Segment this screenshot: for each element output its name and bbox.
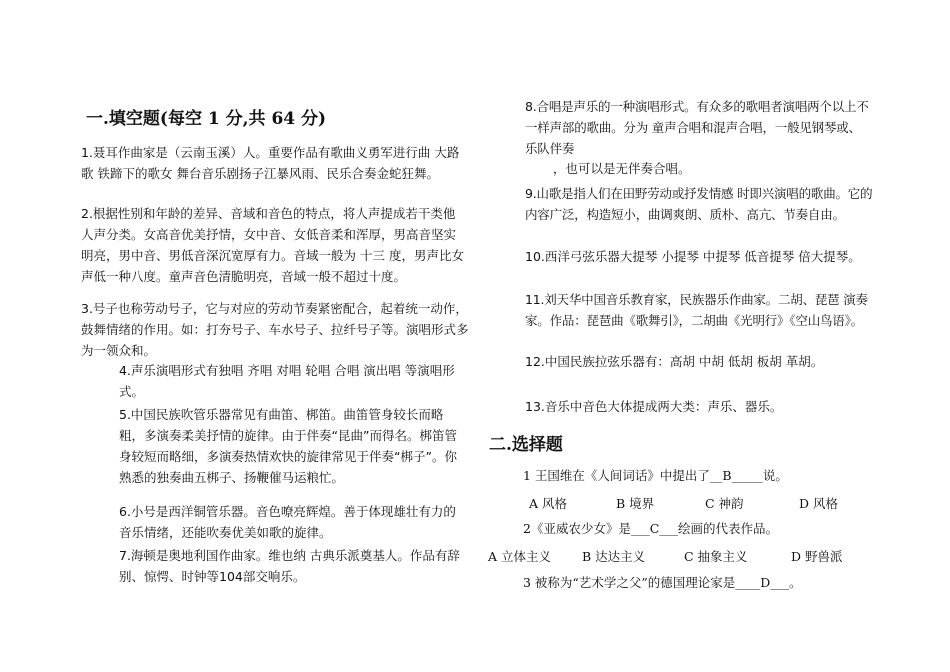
choice-2-option-a: A 立体主义 (488, 549, 552, 564)
question-13: 13.音乐中音色大体提成两大类：声乐、器乐。 (525, 399, 783, 414)
question-2: 2.根据性别和年龄的差异、音域和音色的特点，将人声提成若干类他人声分类。女高音优美抒情，女中音、女低音柔和浑厚，男高音坚实明亮，男中音、男低音深沉宽厚有力。音域一般为 十三 度，男声比女声低一种八度。童声音色清脆明亮，音域一般不超过十度。 (81, 206, 464, 284)
question-8: 8.合唱是声乐的一种演唱形式。有众多的歌唱者演唱两个以上不一样声部的歌曲。分为 童声合唱和混声合唱，一般见钢琴或、乐队伴奏 (525, 99, 869, 156)
section-2-title: 二.选择题 (489, 435, 563, 455)
choice-2-option-c: C 抽象主义 (684, 549, 748, 564)
choice-1-option-d: D 风格 (799, 496, 838, 511)
choice-2-option-b: B 达达主义 (582, 549, 646, 564)
choice-question-1: 1 王国维在《人间词话》中提出了__B_____说。 (523, 468, 788, 483)
choice-1-option-b: B 境界 (616, 496, 655, 511)
choice-question-2: 2《亚威农少女》是___C___绘画的代表作品。 (523, 521, 779, 536)
question-6: 6.小号是西洋铜管乐器。音色嘹亮辉煌。善于体现雄壮有力的音乐情绪，还能吹奏优美如歌的旋律。 (119, 504, 456, 540)
choice-question-3: 3 被称为“艺术学之父”的德国理论家是____D___。 (523, 575, 802, 590)
question-4: 4.声乐演唱形式有独唱 齐唱 对唱 轮唱 合唱 演出唱 等演唱形式。 (119, 363, 455, 399)
choice-1-option-a: A 风格 (529, 496, 568, 511)
question-10: 10.西洋弓弦乐器大提琴 小提琴 中提琴 低音提琴 倍大提琴。 (525, 249, 861, 264)
choice-1-option-c: C 神韵 (705, 496, 744, 511)
question-8-cont: ，也可以是无伴奏合唱。 (553, 161, 691, 176)
question-5: 5.中国民族吹管乐器常见有曲笛、梆笛。曲笛管身较长而略粗，多演奏柔美抒情的旋律。由于伴奏“昆曲”而得名。梆笛管身较短而略细，多演奏热情欢快的旋律常见于伴奏“梆子”。你熟悉的独奏曲五梆子、扬鞭催马运粮忙。 (119, 407, 457, 485)
question-1: 1.聂耳作曲家是（云南玉溪）人。重要作品有歌曲义勇军进行曲 大路歌 铁蹄下的歌女 舞台音乐剧扬子江暴风雨、民乐合奏金蛇狂舞。 (81, 145, 460, 181)
choice-2-option-d: D 野兽派 (791, 549, 843, 564)
question-9: 9.山歌是指人们在田野劳动或抒发情感 时即兴演唱的歌曲。它的内容广泛，构造短小，曲调爽朗、质朴、高亢、节奏自由。 (525, 186, 873, 222)
question-11: 11.刘天华中国音乐教育家，民族器乐作曲家。二胡、琵琶 演奏家。作品：琵琶曲《歌舞引》，二胡曲《光明行》《空山鸟语》。 (525, 292, 868, 328)
question-3: 3.号子也称劳动号子，它与对应的劳动节奏紧密配合，起着统一动作，鼓舞情绪的作用。如：打夯号子、车水号子、拉纤号子等。演唱形式多为一领众和。 (81, 301, 469, 358)
question-7: 7.海顿是奥地利国作曲家。维也纳 古典乐派奠基人。作品有辞别、惊愕、时钟等104部交响乐。 (119, 548, 460, 584)
section-1-title: 一.填空题(每空 1 分,共 64 分) (86, 109, 327, 129)
question-12: 12.中国民族拉弦乐器有：高胡 中胡 低胡 板胡 革胡。 (525, 354, 824, 369)
